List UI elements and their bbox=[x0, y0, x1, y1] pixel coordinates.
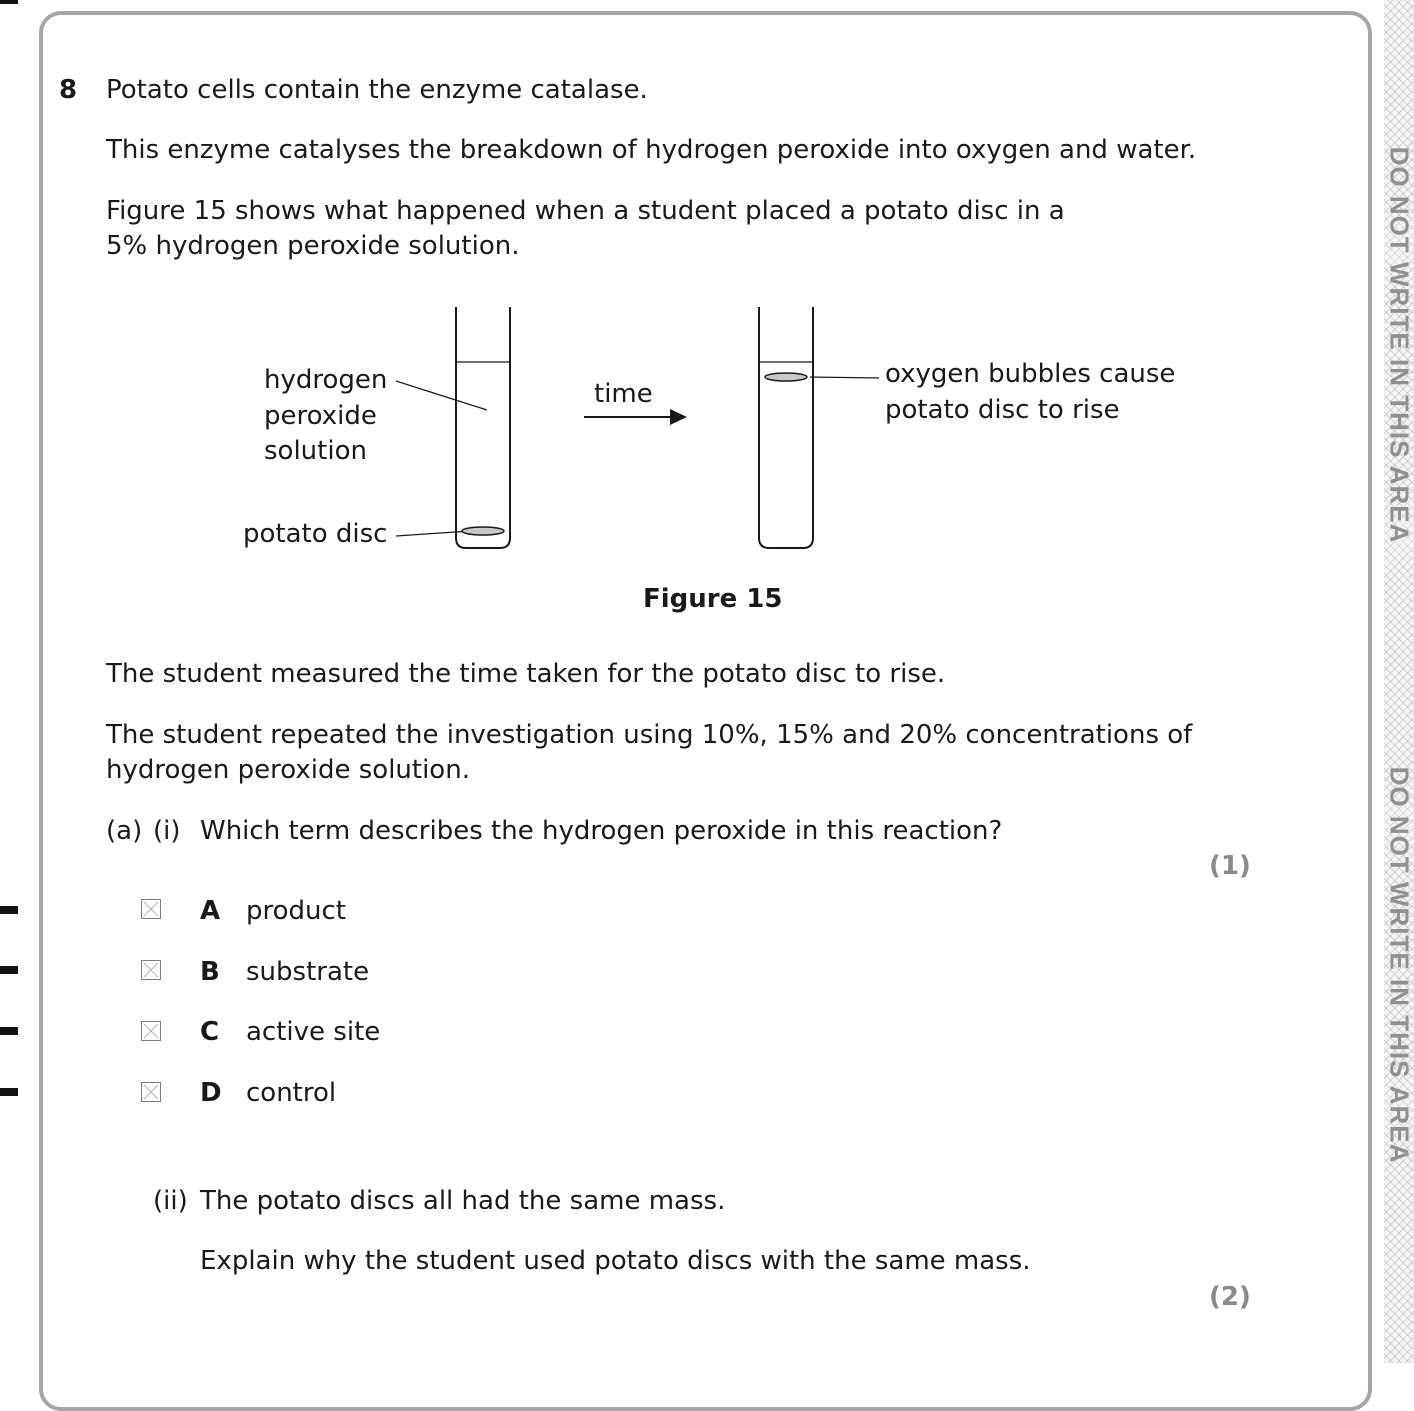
label-bubbles-1: oxygen bubbles cause bbox=[885, 357, 1175, 392]
part-a-label: (a) bbox=[106, 814, 142, 849]
option-tick-mark bbox=[0, 906, 18, 914]
label-potato-disc: potato disc bbox=[243, 517, 387, 552]
checkbox-option-c[interactable] bbox=[141, 1021, 161, 1041]
potato-disc-bottom bbox=[462, 527, 504, 535]
leader-line-bubbles bbox=[810, 377, 879, 378]
label-time: time bbox=[594, 377, 653, 412]
margin-warning-top: DO NOT WRITE IN THIS AREA bbox=[1384, 147, 1414, 544]
option-b-letter: B bbox=[200, 955, 220, 990]
option-tick-mark bbox=[0, 966, 18, 974]
body-paragraph-1: The student measured the time taken for the potato disc to rise. bbox=[106, 657, 945, 692]
option-d-letter: D bbox=[200, 1076, 222, 1111]
leader-line-disc bbox=[396, 531, 470, 536]
question-a-i: Which term describes the hydrogen peroxide in this reaction? bbox=[200, 814, 1002, 849]
leader-line-solution bbox=[396, 381, 487, 410]
test-tube-after bbox=[759, 307, 813, 548]
margin-warning-bottom: DO NOT WRITE IN THIS AREA bbox=[1384, 767, 1414, 1164]
question-a-ii-line-2: Explain why the student used potato discs with the same mass. bbox=[200, 1244, 1031, 1279]
figure-caption: Figure 15 bbox=[643, 582, 782, 617]
intro-line-3a: Figure 15 shows what happened when a student placed a potato disc in a bbox=[106, 194, 1065, 229]
option-a-text: product bbox=[246, 894, 346, 929]
part-ii-label: (ii) bbox=[153, 1184, 188, 1219]
option-b-text: substrate bbox=[246, 955, 369, 990]
body-paragraph-2a: The student repeated the investigation using 10%, 15% and 20% concentrations of bbox=[106, 718, 1192, 753]
body-paragraph-2b: hydrogen peroxide solution. bbox=[106, 753, 470, 788]
marks-a-ii: (2) bbox=[1209, 1282, 1251, 1312]
label-peroxide: peroxide bbox=[264, 399, 377, 434]
option-tick-mark bbox=[0, 1027, 18, 1035]
checkbox-option-d[interactable] bbox=[141, 1082, 161, 1102]
label-solution: solution bbox=[264, 434, 367, 469]
intro-line-3b: 5% hydrogen peroxide solution. bbox=[106, 229, 519, 264]
option-tick-mark bbox=[0, 1088, 18, 1096]
time-arrow-head bbox=[670, 409, 687, 425]
checkbox-option-b[interactable] bbox=[141, 960, 161, 980]
option-c-letter: C bbox=[200, 1015, 219, 1050]
potato-disc-floating bbox=[765, 373, 807, 381]
option-a-letter: A bbox=[200, 894, 220, 929]
question-number: 8 bbox=[59, 73, 77, 108]
part-i-label: (i) bbox=[153, 814, 181, 849]
label-bubbles-2: potato disc to rise bbox=[885, 393, 1120, 428]
label-hydrogen: hydrogen bbox=[264, 363, 387, 398]
test-tube-before bbox=[456, 307, 510, 548]
question-a-ii-line-1: The potato discs all had the same mass. bbox=[200, 1184, 725, 1219]
intro-line-1: Potato cells contain the enzyme catalase. bbox=[106, 73, 648, 108]
checkbox-option-a[interactable] bbox=[141, 899, 161, 919]
figure-15-diagram bbox=[0, 0, 1414, 640]
intro-line-2: This enzyme catalyses the breakdown of hydrogen peroxide into oxygen and water. bbox=[106, 133, 1196, 168]
option-c-text: active site bbox=[246, 1015, 380, 1050]
marks-a-i: (1) bbox=[1209, 851, 1251, 881]
option-d-text: control bbox=[246, 1076, 336, 1111]
